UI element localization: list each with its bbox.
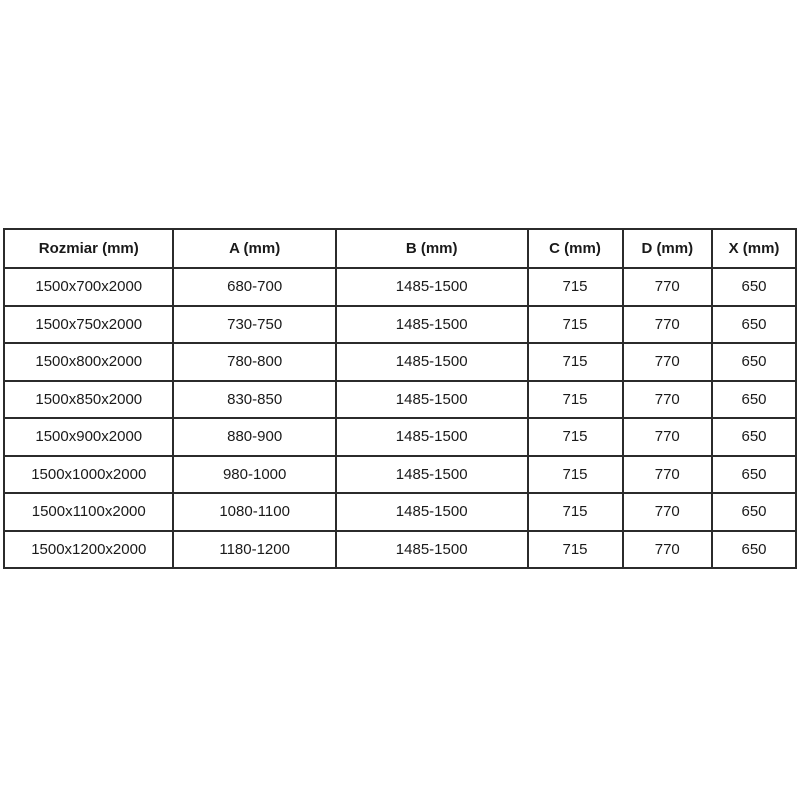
column-header-d: D (mm) bbox=[623, 229, 712, 268]
table-cell: 715 bbox=[528, 456, 623, 494]
table-cell: 650 bbox=[712, 343, 796, 381]
table-cell: 980-1000 bbox=[173, 456, 335, 494]
table-cell: 770 bbox=[623, 456, 712, 494]
table-cell: 1500x1000x2000 bbox=[4, 456, 173, 494]
table-cell: 1485-1500 bbox=[336, 418, 528, 456]
table-cell: 650 bbox=[712, 493, 796, 531]
table-cell: 770 bbox=[623, 493, 712, 531]
table-cell: 1485-1500 bbox=[336, 343, 528, 381]
table-cell: 1485-1500 bbox=[336, 306, 528, 344]
table-cell: 650 bbox=[712, 418, 796, 456]
table-cell: 1485-1500 bbox=[336, 268, 528, 306]
table-cell: 1500x850x2000 bbox=[4, 381, 173, 419]
table-cell: 650 bbox=[712, 381, 796, 419]
table-cell: 715 bbox=[528, 343, 623, 381]
table-cell: 770 bbox=[623, 418, 712, 456]
table-row bbox=[4, 531, 796, 569]
table-row bbox=[4, 456, 796, 494]
size-specification-table bbox=[3, 228, 797, 569]
column-header-c: C (mm) bbox=[528, 229, 623, 268]
table-cell: 770 bbox=[623, 343, 712, 381]
table-cell: 650 bbox=[712, 268, 796, 306]
table-cell: 1500x900x2000 bbox=[4, 418, 173, 456]
table-cell: 1500x1100x2000 bbox=[4, 493, 173, 531]
table-cell: 1485-1500 bbox=[336, 493, 528, 531]
column-header-rozmiar: Rozmiar (mm) bbox=[4, 229, 173, 268]
table-cell: 830-850 bbox=[173, 381, 335, 419]
table-cell: 770 bbox=[623, 268, 712, 306]
table-cell: 880-900 bbox=[173, 418, 335, 456]
table-cell: 770 bbox=[623, 381, 712, 419]
table-body bbox=[4, 268, 796, 568]
table-cell: 715 bbox=[528, 381, 623, 419]
table-row bbox=[4, 268, 796, 306]
column-header-a: A (mm) bbox=[173, 229, 335, 268]
table-cell: 1500x750x2000 bbox=[4, 306, 173, 344]
table-cell: 715 bbox=[528, 418, 623, 456]
table-cell: 770 bbox=[623, 531, 712, 569]
table-row bbox=[4, 418, 796, 456]
table-cell: 1500x800x2000 bbox=[4, 343, 173, 381]
table-cell: 730-750 bbox=[173, 306, 335, 344]
table-cell: 1485-1500 bbox=[336, 531, 528, 569]
table-row bbox=[4, 493, 796, 531]
table-cell: 1485-1500 bbox=[336, 381, 528, 419]
table-cell: 1080-1100 bbox=[173, 493, 335, 531]
table-cell: 1500x700x2000 bbox=[4, 268, 173, 306]
table-cell: 715 bbox=[528, 268, 623, 306]
table-cell: 780-800 bbox=[173, 343, 335, 381]
table-header-row bbox=[4, 229, 796, 268]
table-cell: 715 bbox=[528, 493, 623, 531]
table-cell: 1500x1200x2000 bbox=[4, 531, 173, 569]
table-cell: 650 bbox=[712, 531, 796, 569]
table-cell: 680-700 bbox=[173, 268, 335, 306]
table-row bbox=[4, 306, 796, 344]
table-cell: 770 bbox=[623, 306, 712, 344]
table-cell: 1485-1500 bbox=[336, 456, 528, 494]
table-row bbox=[4, 343, 796, 381]
column-header-b: B (mm) bbox=[336, 229, 528, 268]
table-cell: 715 bbox=[528, 531, 623, 569]
table-cell: 650 bbox=[712, 456, 796, 494]
table-cell: 715 bbox=[528, 306, 623, 344]
column-header-x: X (mm) bbox=[712, 229, 796, 268]
table-cell: 650 bbox=[712, 306, 796, 344]
table-row bbox=[4, 381, 796, 419]
table-cell: 1180-1200 bbox=[173, 531, 335, 569]
